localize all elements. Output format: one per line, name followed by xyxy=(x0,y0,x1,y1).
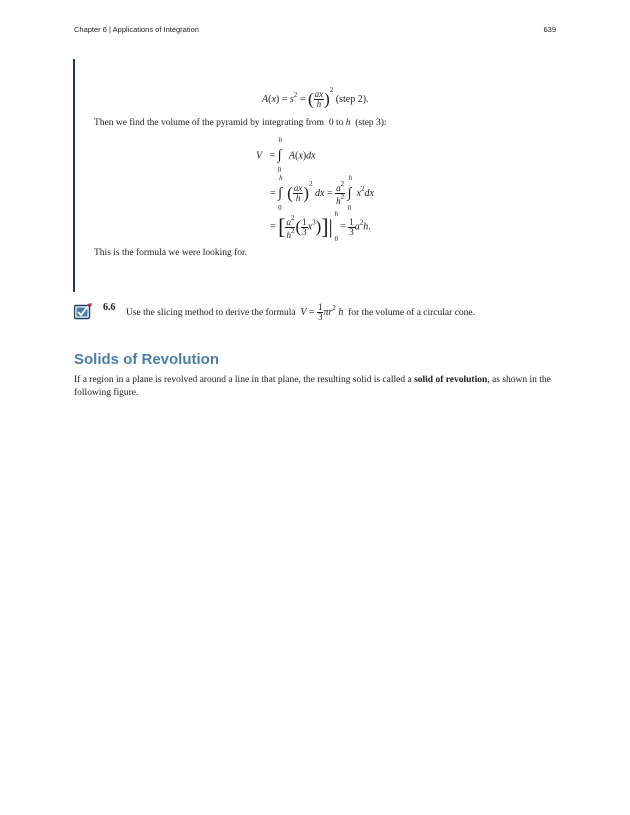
running-header-chapter: Chapter 6 | Applications of Integration xyxy=(74,25,199,34)
cone-volume-formula: V = $\frac{1}{3}$ $\pi r^2$ h xyxy=(300,302,344,322)
step-two-label: (step 2). xyxy=(335,94,369,105)
volume-integral-line3: = [ $\frac{a^2}{h^2}$ ( $\frac{1}{3}$ $x^3)]|$ h 0 = $\frac{1}{3}$ $a^2h$. xyxy=(270,209,371,243)
page-number: 639 xyxy=(543,25,556,34)
checkpoint-text: Use the slicing method to derive the formula V = $\frac{1}{3}$ $\pi r^2$ h for the volume of a circular cone. xyxy=(126,302,475,322)
section-heading: Solids of Revolution xyxy=(74,351,219,368)
example-sidebar-rule xyxy=(73,59,75,292)
volume-integral-line2: = ∫ h 0 ( $\frac{ax}{h}$ )$^2$ dx = $\frac{a^2}{h^2}$ ∫ h 0 $x^2dx$ xyxy=(270,173,374,212)
volume-integral-line1: V = ∫ h 0 A(x)dx xyxy=(256,136,316,174)
volume-intro-text: Then we find the volume of the pyramid by integrating from 0 to h (step 3): xyxy=(94,118,387,128)
body-paragraph: If a region in a plane is revolved around a line in that plane, the resulting solid is called a solid of revolution, as shown in the following figure. xyxy=(74,375,551,398)
checkpoint-number: 6.6 xyxy=(103,302,116,313)
defined-term: solid of revolution xyxy=(414,375,488,385)
example-conclusion: This is the formula we were looking for. xyxy=(94,248,248,258)
area-equation: $A(x) = s^2$ = ( $\frac{ax}{h}$ )$^2$ (step 2). xyxy=(262,86,369,110)
checkpoint-icon xyxy=(74,303,93,320)
